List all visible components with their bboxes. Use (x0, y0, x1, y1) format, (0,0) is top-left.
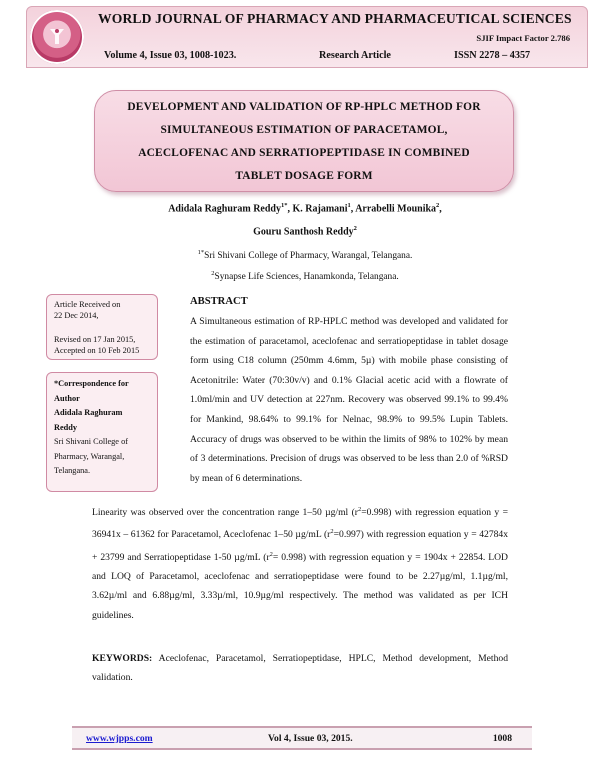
author-list: Adidala Raghuram Reddy$^{1*}$, K. Rajamani$^1$, Arrabelli Mounika$^2$, Gouru Santhosh Reddy$^2$ (168, 202, 442, 238)
received-label: Article Received on (54, 300, 121, 309)
abstract-heading: ABSTRACT (190, 296, 248, 307)
volume-info: Volume 4, Issue 03, 1008-1023. (104, 50, 237, 61)
article-history-box (46, 294, 158, 360)
correspondence-label: Author (54, 393, 80, 403)
affiliation: Sri Shivani College of Pharmacy, Warangal, Telangana. (204, 251, 413, 262)
journal-url-link[interactable]: www.wjpps.com (86, 733, 153, 744)
affiliations (140, 244, 470, 286)
title-line: TABLET DOSAGE FORM (235, 170, 373, 182)
keywords-text: Aceclofenac, Paracetamol, Serratiopeptidase, HPLC, Method development, Method validation. (92, 653, 508, 683)
author-name: K. Rajamani (292, 203, 348, 215)
author-name: Gouru Santhosh Reddy (253, 226, 354, 238)
correspondence-label: *Correspondence for (54, 379, 129, 388)
abstract-paragraph: A Simultaneous estimation of RP-HPLC method was developed and validated for the estimation of paracetamol, aceclofenac and serratiopeptidase in tablet dosage form using C18 column (250mm 4.6mm, 5µ) with mobile phase consisting of Acetonitrile: Water (70:30v/v) and 0.1% Glacial acetic acid with a flowrate of 1.0ml/min and UV detection at 227nm. Recovery was observed 99.1% to 99.4% for Mankind, 98.64% to 99.1% for Nelnac, 98.9% to 99.5% Lupin Tablets. Accuracy of drugs was observed to be within the limits of 98% to 102% by mean of 3 determinations. Precision of drugs was observed to be less than 2.0 of %RSD by mean of 6 determinations. (190, 316, 508, 484)
correspondence-address: Pharmacy, Warangal, (54, 451, 125, 461)
title-line: ACECLOFENAC AND SERRATIOPEPTIDASE IN COMBINED (138, 147, 470, 159)
correspondence-name: Reddy (54, 422, 78, 432)
issn: ISSN 2278 – 4357 (454, 50, 531, 61)
author-sup: 2 (436, 202, 440, 209)
article-type: Research Article (319, 50, 391, 61)
impact-factor: SJIF Impact Factor 2.786 (476, 33, 570, 43)
affil-sup: 1* (197, 249, 205, 256)
author-sup: 1* (281, 202, 288, 209)
correspondence-box (46, 372, 158, 492)
keywords (92, 650, 508, 687)
keywords-label: KEYWORDS: (92, 653, 153, 664)
accepted-date: Accepted on 10 Feb 2015 (54, 346, 140, 355)
abstract-paragraph-2: Linearity was observed over the concentration range 1–50 µg/ml $(r^2=0.998)$ with regression equation y = 36941x – 61362 for Paracetamol, Aceclofenac 1–50 µg/mL $(r^2=0.997)$ with regression equation y = 42784x + 23799 and Serratiopeptidase 1-50 µg/mL $(r^2= 0.998)$ with regression equation y = 1904x + 22854. LOD and LOQ of Paracetamol, aceclofenac and serratiopeptidase were found to be 2.27µg/ml, 1.1µg/ml, 3.62µ/ml and 6.88µg/ml, 3.33µ/ml, 10.9µg/ml respectively. The method was validated as per ICH guidelines. (92, 506, 509, 621)
affil-sup: 2 (211, 270, 215, 278)
author-name: Adidala Raghuram Reddy (168, 203, 281, 215)
footer-volume-issue: Vol 4, Issue 03, 2015. (268, 733, 353, 744)
author-sup: 1 (347, 202, 351, 209)
page-footer (72, 726, 532, 750)
journal-logo-icon (30, 10, 84, 64)
author-sup: 2 (353, 225, 357, 233)
page-number: 1008 (492, 733, 512, 744)
journal-title: WORLD JOURNAL OF PHARMACY AND PHARMACEUTICAL SCIENCES (98, 11, 572, 26)
received-date: 22 Dec 2014, (54, 311, 99, 320)
correspondence-address: Telangana. (54, 466, 91, 475)
correspondence-address: Sri Shivani College of (54, 437, 128, 446)
title-line: SIMULTANEOUS ESTIMATION OF PARACETAMOL, (160, 124, 448, 136)
revised-date: Revised on 17 Jan 2015, (54, 335, 136, 344)
affiliation: Synapse Life Sciences, Hanamkonda, Telangana. (214, 272, 399, 283)
author-name: Arrabelli Mounika (355, 203, 437, 215)
correspondence-name: Adidala Raghuram (54, 408, 123, 417)
title-line: DEVELOPMENT AND VALIDATION OF RP-HPLC METHOD FOR (127, 101, 481, 113)
article-title (102, 96, 506, 188)
